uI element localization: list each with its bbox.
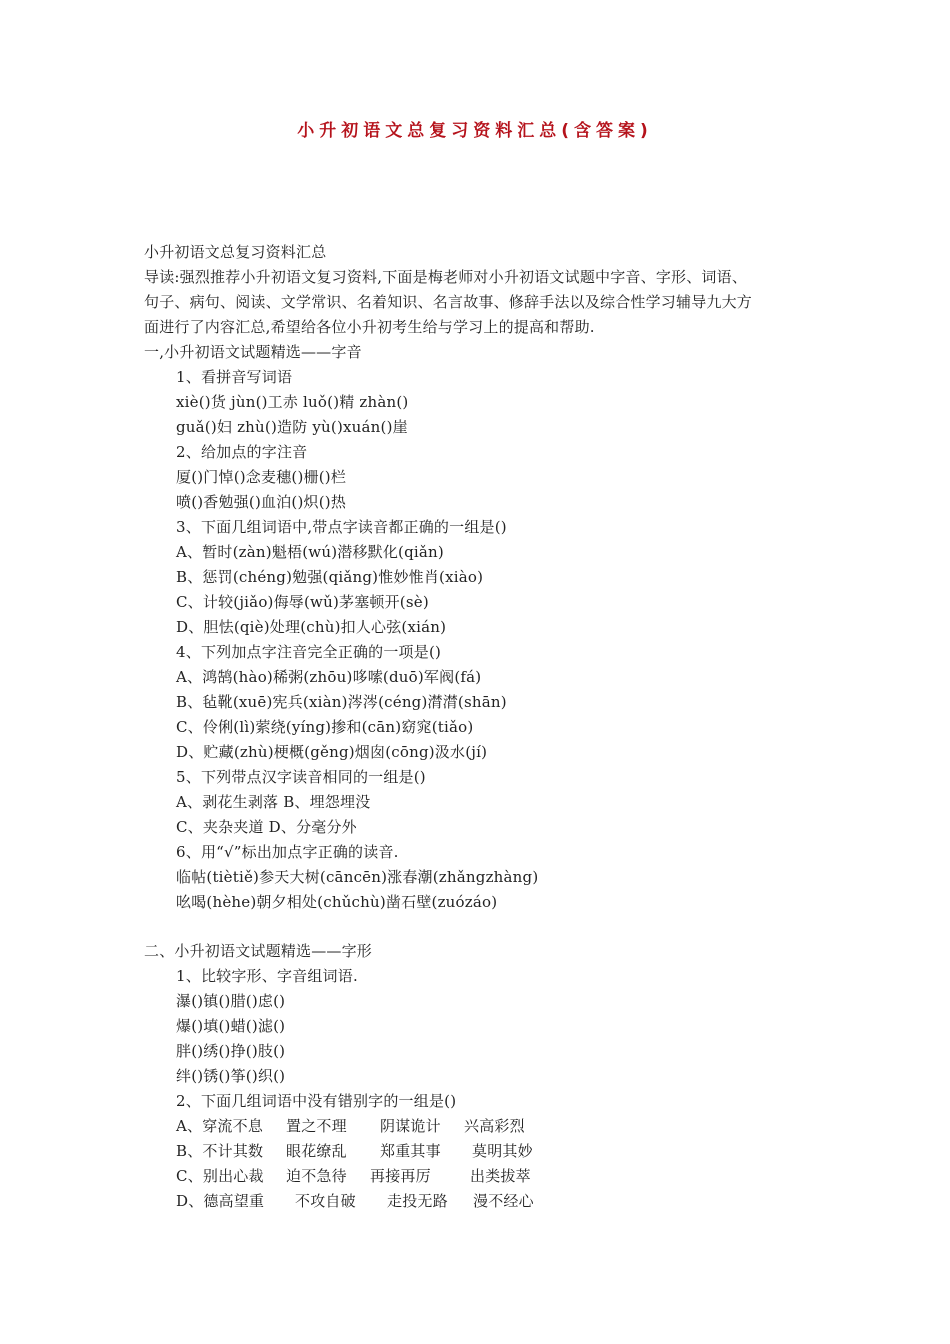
option-label: A、穿流不息 [176,1117,264,1135]
section-gap [144,915,814,939]
option-row [144,1114,814,1139]
option-row [144,1164,814,1189]
intro-line: 面进行了内容汇总,希望给各位小升初考生给与学习上的提高和帮助. [144,318,595,336]
subtitle: 小升初语文总复习资料汇总 [144,243,327,261]
question-line: 瀑()镇()腊()虑() [176,992,286,1010]
question-line: 临帖(tiètiě)参天大树(cāncēn)涨春潮(zhǎngzhàng) [176,868,539,886]
intro-line: 句子、病句、阅读、文学常识、名着知识、名言故事、修辞手法以及综合性学习辅导九大方 [144,293,753,311]
question-line: C、伶俐(lì)萦绕(yíng)掺和(cān)窈窕(tiǎo) [176,718,474,736]
question-line: B、惩罚(chéng)勉强(qiǎng)惟妙惟肖(xiào) [176,568,484,586]
option-item: 眼花缭乱 [286,1142,347,1160]
question-line: 1、看拼音写词语 [176,368,293,386]
question-line: 爆()填()蜡()滤() [176,1017,286,1035]
question-line: 厦()门悼()念麦穗()栅()栏 [176,468,347,486]
option-item: 置之不理 [286,1117,347,1135]
question-line: 4、下列加点字注音完全正确的一项是() [176,643,442,661]
option-label: C、别出心裁 [176,1167,264,1185]
option-item: 走投无路 [387,1192,448,1210]
option-row [144,1139,814,1164]
section2-heading: 二、小升初语文试题精选——字形 [144,942,373,960]
option-label: D、德高望重 [176,1192,265,1210]
document-title: 小升初语文总复习资料汇总(含答案) [297,121,653,141]
question-line: 2、下面几组词语中没有错别字的一组是() [176,1092,457,1110]
question-line: B、毡靴(xuē)宪兵(xiàn)涔涔(céng)潸潸(shān) [176,693,507,711]
question-line: guǎ()妇 zhù()造防 yù()xuán()崖 [176,418,408,436]
question-line: A、剥花生剥落 B、埋怨埋没 [176,793,371,811]
option-item: 漫不经心 [473,1192,534,1210]
option-row [144,1189,814,1214]
option-item: 兴高彩烈 [464,1117,525,1135]
question-line: D、贮藏(zhù)梗概(gěng)烟囱(cōng)汲水(jí) [176,743,488,761]
question-line: 胖()绣()挣()肢() [176,1042,286,1060]
question-line: D、胆怯(qiè)处理(chù)扣人心弦(xián) [176,618,447,636]
question-line: 5、下列带点汉字读音相同的一组是() [176,768,426,786]
question-line: 喷()香勉强()血泊()炽()热 [176,493,347,511]
question-line: A、鸿鹄(hào)稀粥(zhōu)哆嗦(duō)军阀(fá) [176,668,482,686]
question-line: 1、比较字形、字音组词语. [176,967,358,985]
question-line: 6、用“√”标出加点字正确的读音. [176,843,399,861]
question-line: 3、下面几组词语中,带点字读音都正确的一组是() [176,518,507,536]
intro-line: 导读:强烈推荐小升初语文复习资料,下面是梅老师对小升初语文试题中字音、字形、词语、 [144,268,748,286]
document-body [144,240,814,1214]
question-line: 绊()锈()筝()织() [176,1067,286,1085]
option-label: B、不计其数 [176,1142,264,1160]
question-line: A、暂时(zàn)魁梧(wú)潜移默化(qiǎn) [176,543,444,561]
question-line: xiè()货 jùn()工赤 luǒ()精 zhàn() [176,393,409,411]
question-line: 2、给加点的字注音 [176,443,308,461]
section1-heading: 一,小升初语文试题精选——字音 [144,343,362,361]
question-line: C、计较(jiǎo)侮辱(wǔ)茅塞顿开(sè) [176,593,429,611]
question-line: C、夹杂夹道 D、分毫分外 [176,818,357,836]
option-item: 再接再厉 [370,1167,431,1185]
option-item: 出类拔萃 [470,1167,531,1185]
option-item: 莫明其妙 [472,1142,533,1160]
option-item: 阴谋诡计 [380,1117,441,1135]
option-item: 迫不急待 [286,1167,347,1185]
question-line: 吆喝(hèhe)朝夕相处(chǔchù)凿石壁(zuózáo) [176,893,498,911]
option-item: 郑重其事 [380,1142,441,1160]
option-item: 不攻自破 [295,1192,356,1210]
